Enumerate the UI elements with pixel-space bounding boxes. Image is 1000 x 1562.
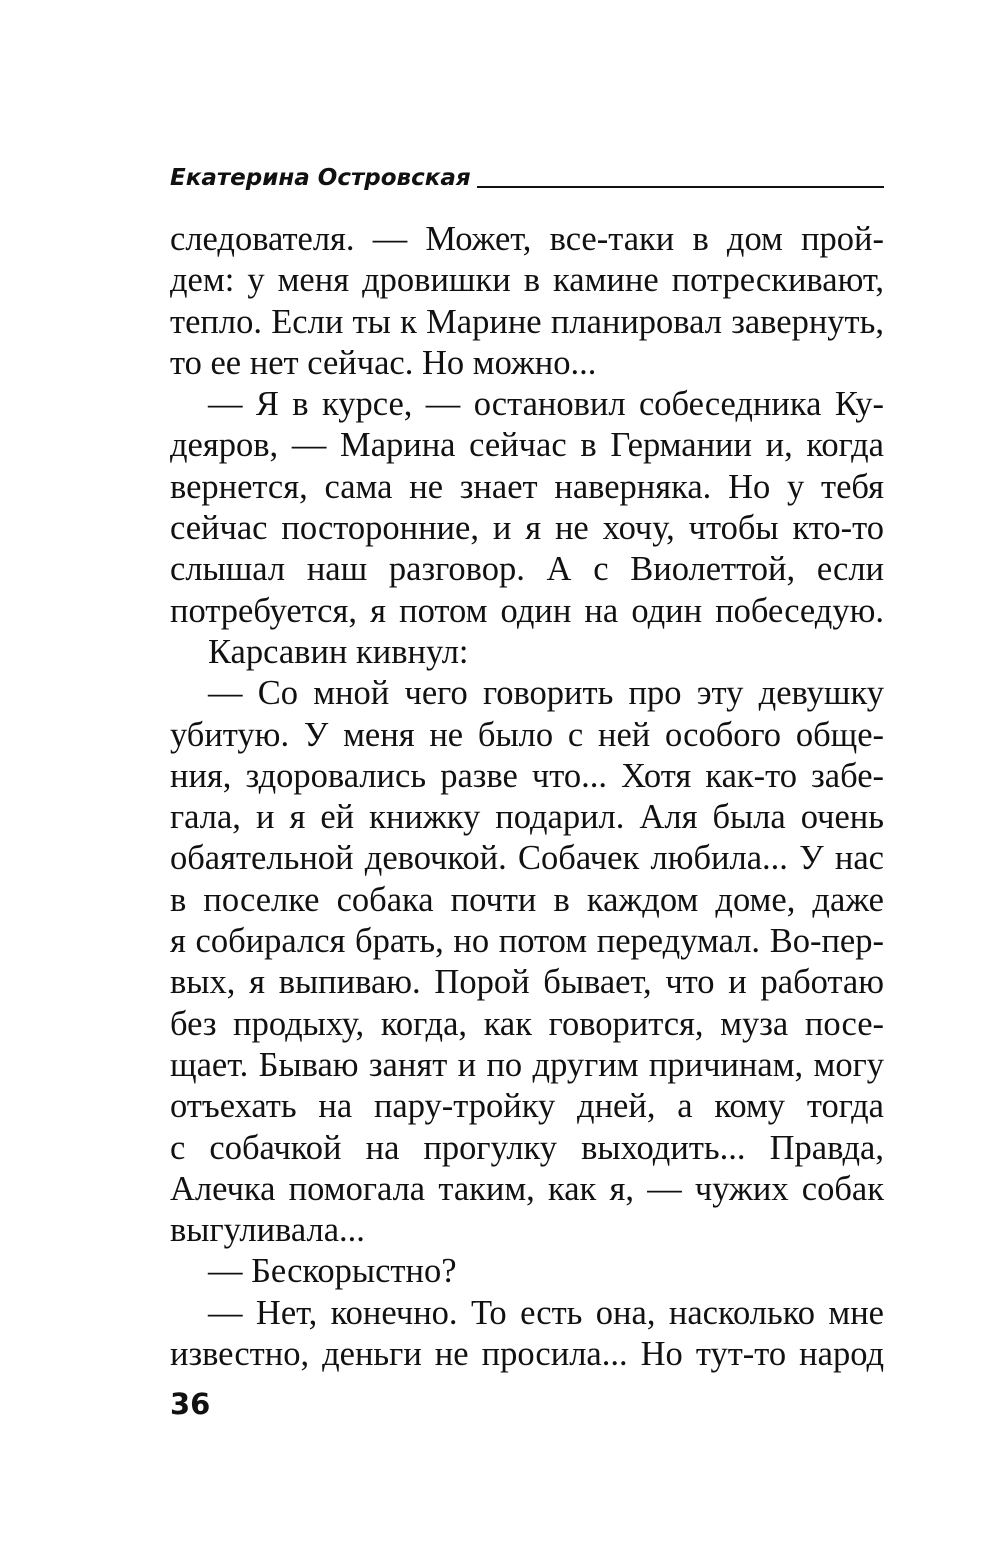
text-line: то ее нет сейчас. Но можно... [170,343,597,382]
page-number: 36 [170,1387,211,1421]
text-line: — Бескорыстно? [208,1252,457,1291]
text-line: обаятельной девочкой. Собачек любила... У нас [170,839,884,878]
text-line: вых, я выпиваю. Порой бывает, что и работаю [170,963,884,1002]
text-line: вернется, сама не знает наверняка. Но у тебя [170,467,884,506]
text-line: — Нет, конечно. То есть она, насколько мне [208,1293,884,1332]
text-line: с собачкой на прогулку выходить... Правда, [170,1128,884,1167]
text-line: слышал наш разговор. А с Виолеттой, если [170,550,884,589]
body-text [170,219,884,1375]
text-line: без продыху, когда, как говорится, муза посе- [170,1004,884,1043]
text-line: ния, здоровались разве что... Хотя как-то забе- [170,756,884,795]
text-line: деяров, — Марина сейчас в Германии и, когда [170,426,884,465]
header-rule [477,186,884,188]
text-line: следователя. — Может, все-таки в дом прой- [170,220,884,258]
running-header [170,158,884,190]
text-line: — Я в курсе, — остановил собеседника Ку- [208,385,884,424]
text-line: я собирался брать, но потом передумал. Во-пер- [170,922,884,961]
text-line: гала, и я ей книжку подарил. Аля была очень [170,798,884,837]
text-line: щает. Бываю занят и по другим причинам, могу [170,1045,884,1084]
text-line: известно, деньги не просила... Но тут-то народ [170,1335,884,1374]
text-line: потребуется, я потом один на один побеседую. [170,591,884,630]
text-line: сейчас посторонние, и я не хочу, чтобы кто-то [170,509,884,548]
text-line: убитую. У меня не было с ней особого обще- [170,715,884,754]
text-line: Алечка помогала таким, как я, — чужих собак [170,1169,884,1208]
text-line: в поселке собака почти в каждом доме, даже [170,880,884,919]
text-line: выгуливала... [170,1211,365,1250]
text-line: дем: у меня дровишки в камине потрескивают, [170,261,884,300]
text-line: отъехать на пару-тройку дней, а кому тогда [170,1087,884,1126]
text-line: — Со мной чего говорить про эту девушку [208,674,884,713]
text-line: Карсавин кивнул: [208,632,469,671]
author-name: Екатерина Островская [170,165,471,191]
text-line: тепло. Если ты к Марине планировал завернуть, [170,302,884,341]
